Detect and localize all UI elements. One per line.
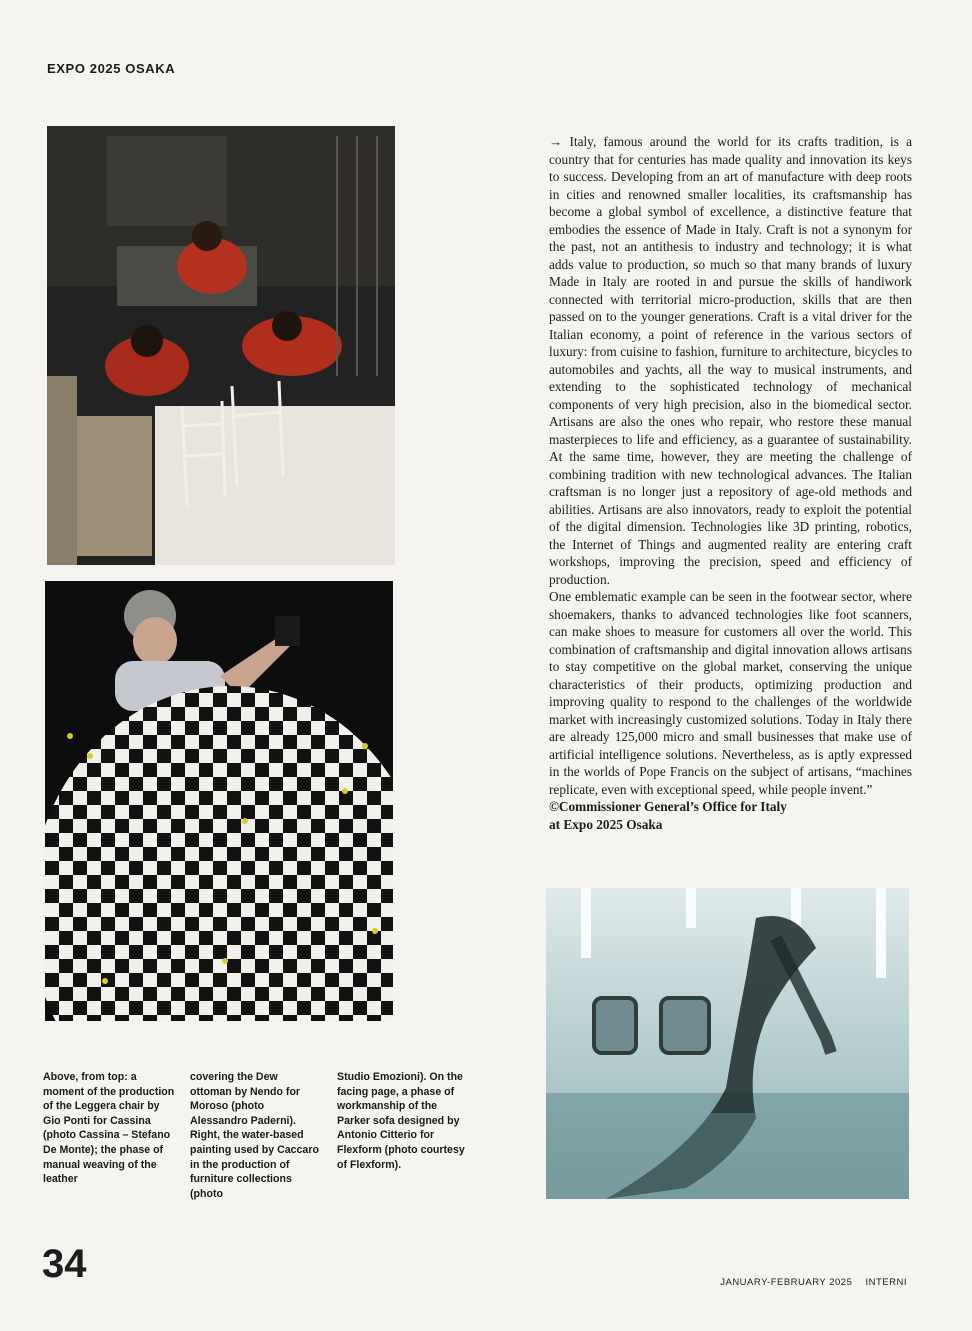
photo-caption-column-1: Above, from top: a moment of the production of the Leggera chair by Gio Ponti for Cassina (photo Cassina – Stefano De Monte); the phase of manual weaving of the leather bbox=[43, 1071, 175, 1186]
article-body bbox=[549, 133, 912, 833]
credit-line-2: at Expo 2025 Osaka bbox=[549, 816, 663, 832]
article-paragraph-2: One emblematic example can be seen in the footwear sector, where shoemakers, thanks to advanced technologies like foot scanners, can make shoes to measure for customers all over the world. This combination of craftsmanship and digital innovation allows artisans to stay competitive on the global market, conserving the unique characteristics of their products, optimizing production and improving quality to respond to the challenges of the worldwide market with increasingly customized solutions. Today in Italy there are already 125,000 micro and small businesses that make use of artificial intelligence solutions. Nevertheless, as is aptly expressed in the worlds of Pope Francis on the subject of artisans, “machines replicate, even with exceptional speed, while people invent.” bbox=[549, 589, 912, 797]
photo-caption-column-3: Studio Emozioni). On the facing page, a phase of workmanship of the Parker sofa designed by Antonio Citterio for Flexform (photo courtesy of Flexform). bbox=[337, 1071, 465, 1171]
leather-weaving-photo bbox=[45, 581, 393, 1021]
issue-date: JANUARY-FEBRUARY 2025 bbox=[720, 1277, 853, 1288]
page-footer bbox=[710, 1277, 907, 1288]
page-number: 34 bbox=[42, 1242, 87, 1286]
painting-robot-photo bbox=[546, 888, 909, 1199]
article-paragraph-1: → Italy, famous around the world for its crafts tradition, is a country that for centuries has made quality and innovation its keys to success. Developing from an art of manufacture with deep roots in cities and renowned smaller localities, its craftsmanship has become a global symbol of excellence, a distinctive feature that embodies the essence of Made in Italy. Craft is not a synonym for the past, not an antithesis to industry and technology; it is what adds value to production, so much so that many brands of luxury Made in Italy are rooted in and pursue the skills of handiwork connected with territorial micro-production, skills that are then passed on to the younger generations. Craft is a vital driver for the Italian economy, a point of reference in the various sectors of luxury: from cuisine to fashion, furniture to architecture, bicycles to automobiles and yachts, all the way to musical instruments, and extending to the sophisticated technology of mechanical components of very high precision, also in the biomedical sector. Artisans are also the ones who repair, who restore these manual masterpieces to life and efficiency, as a guarantee of sustainability. At the same time, however, they are meeting the challenge of combining tradition with new technological advances. The Italian craftsman is no longer just a repository of age-old methods and abilities. Artisans are also innovators, ready to exploit the potential of the digital dimension. Technologies like 3D printing, robotics, the Internet of Things and augmented reality are entering craft workshops, improving the precision, speed and efficiency of production. bbox=[549, 134, 912, 587]
chair-production-photo bbox=[47, 126, 395, 565]
magazine-name: INTERNI bbox=[865, 1277, 907, 1288]
article-credit bbox=[549, 798, 912, 833]
section-header: EXPO 2025 OSAKA bbox=[47, 61, 176, 76]
photo-caption-column-2: covering the Dew ottoman by Nendo for Moroso (photo Alessandro Paderni). Right, the water-based painting used by Caccaro in the production of furniture collections (photo bbox=[190, 1071, 319, 1200]
credit-line-1: ©Commissioner General’s Office for Italy bbox=[549, 799, 787, 814]
